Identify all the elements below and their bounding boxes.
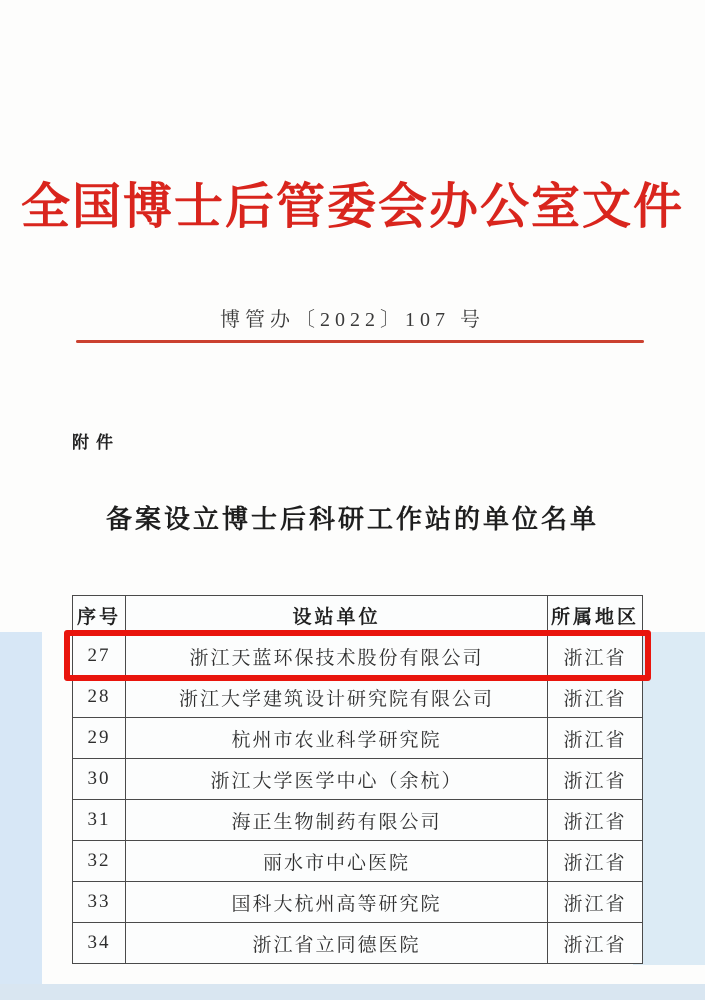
table-row [73, 636, 643, 677]
cell-no: 29 [73, 718, 126, 759]
cell-region: 浙江省 [548, 841, 643, 882]
cell-region: 浙江省 [548, 923, 643, 964]
cell-unit: 国科大杭州高等研究院 [126, 882, 548, 923]
cell-unit: 海正生物制药有限公司 [126, 800, 548, 841]
units-table [72, 595, 643, 964]
units-table-wrap [72, 595, 643, 964]
cell-unit: 杭州市农业科学研究院 [126, 718, 548, 759]
cell-unit: 丽水市中心医院 [126, 841, 548, 882]
cell-no: 31 [73, 800, 126, 841]
table-row [73, 718, 643, 759]
cell-no: 34 [73, 923, 126, 964]
table-header-row [73, 596, 643, 636]
cell-no: 28 [73, 677, 126, 718]
list-title: 备案设立博士后科研工作站的单位名单 [105, 505, 599, 534]
cell-region: 浙江省 [548, 677, 643, 718]
table-row [73, 677, 643, 718]
cell-no: 27 [73, 636, 126, 677]
cell-no: 30 [73, 759, 126, 800]
header-cell-no: 序号 [73, 596, 126, 636]
table-row [73, 841, 643, 882]
table-row [73, 800, 643, 841]
cell-region: 浙江省 [548, 718, 643, 759]
cell-no: 32 [73, 841, 126, 882]
cell-region: 浙江省 [548, 759, 643, 800]
attachment-label: 附件 [72, 433, 120, 452]
cell-no: 33 [73, 882, 126, 923]
letterhead-divider-rule [76, 340, 644, 343]
scan-tint-left [0, 632, 42, 984]
table-row [73, 882, 643, 923]
cell-unit: 浙江大学医学中心（余杭） [126, 759, 548, 800]
table-row [73, 759, 643, 800]
scan-tint-right [633, 632, 705, 965]
cell-unit: 浙江省立同德医院 [126, 923, 548, 964]
header-cell-region: 所属地区 [548, 596, 643, 636]
cell-region: 浙江省 [548, 636, 643, 677]
header-cell-unit: 设站单位 [126, 596, 548, 636]
cell-unit: 浙江大学建筑设计研究院有限公司 [126, 677, 548, 718]
scan-tint-bottom [0, 984, 705, 1000]
cell-region: 浙江省 [548, 800, 643, 841]
cell-region: 浙江省 [548, 882, 643, 923]
document-number: 博管办〔2022〕107 号 [220, 309, 485, 331]
cell-unit: 浙江天蓝环保技术股份有限公司 [126, 636, 548, 677]
table-row [73, 923, 643, 964]
document-letterhead-title: 全国博士后管委会办公室文件 [20, 179, 684, 234]
